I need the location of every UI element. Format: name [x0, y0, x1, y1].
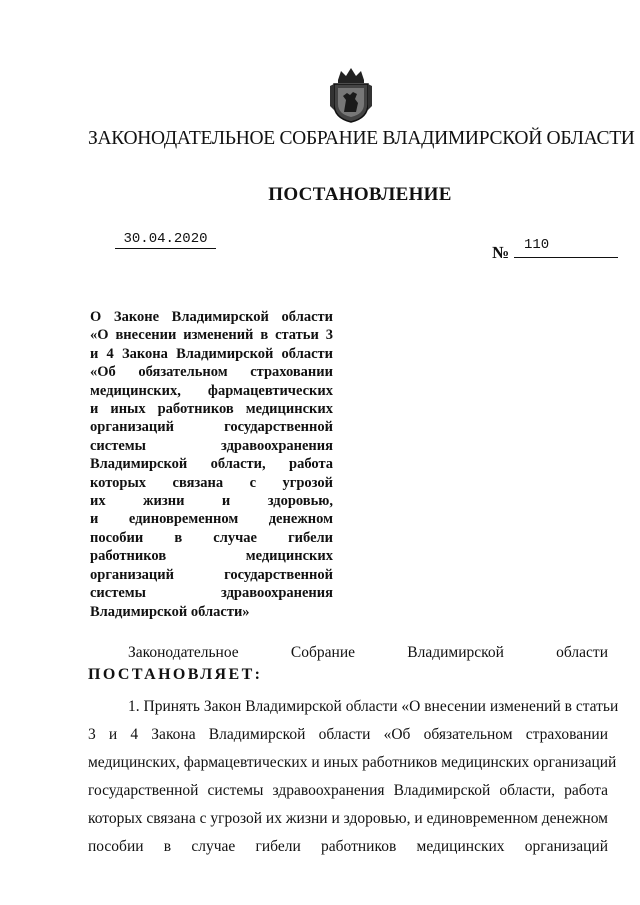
- title-line: Владимирской области»: [90, 603, 250, 620]
- paragraph-line: медицинских, фармацевтических и иных работников медицинских организаций: [88, 754, 617, 771]
- paragraph-line: 3 и 4 Закона Владимирской области «Об обязательном страховании: [88, 726, 608, 743]
- document-number: 110: [514, 237, 618, 258]
- paragraph-line: которых связана с угрозой их жизни и здоровью, и единовременном денежном: [88, 810, 608, 827]
- law-title: [90, 308, 333, 621]
- number-sign: №: [492, 243, 510, 262]
- title-line: работников медицинских: [90, 548, 333, 565]
- title-line: медицинских, фармацевтических: [90, 382, 333, 399]
- preamble: Законодательное Собрание Владимирской области: [128, 644, 608, 661]
- title-line: их жизни и здоровью,: [90, 493, 333, 510]
- title-line: и 4 Закона Владимирской области: [90, 345, 333, 362]
- paragraph-line: государственной системы здравоохранения Владимирской области, работа: [88, 782, 608, 799]
- document-date: 30.04.2020: [115, 231, 216, 249]
- title-line: системы здравоохранения: [90, 437, 333, 454]
- title-line: «О внесении изменений в статьи 3: [90, 327, 333, 344]
- title-line: и иных работников медицинских: [90, 401, 333, 418]
- decides-heading: ПОСТАНОВЛЯЕТ:: [88, 666, 263, 683]
- title-line: и единовременном денежном: [90, 511, 333, 528]
- title-line: организаций государственной: [90, 566, 333, 583]
- document-type: ПОСТАНОВЛЕНИЕ: [268, 184, 452, 205]
- paragraph-line: 1. Принять Закон Владимирской области «О внесении изменений в статьи: [128, 698, 619, 715]
- title-line: организаций государственной: [90, 419, 333, 436]
- coat-of-arms-icon: [328, 66, 374, 124]
- title-line: «Об обязательном страховании: [90, 364, 333, 381]
- paragraph-line: пособии в случае гибели работников медицинских организаций: [88, 838, 608, 855]
- title-line: пособии в случае гибели: [90, 529, 333, 546]
- title-line: Владимирской области, работа: [90, 456, 333, 473]
- title-line: которых связана с угрозой: [90, 474, 333, 491]
- title-line: системы здравоохранения: [90, 585, 333, 602]
- title-line: О Законе Владимирской области: [90, 309, 333, 325]
- organization-name: ЗАКОНОДАТЕЛЬНОЕ СОБРАНИЕ ВЛАДИМИРСКОЙ ОБЛАСТИ: [88, 128, 635, 149]
